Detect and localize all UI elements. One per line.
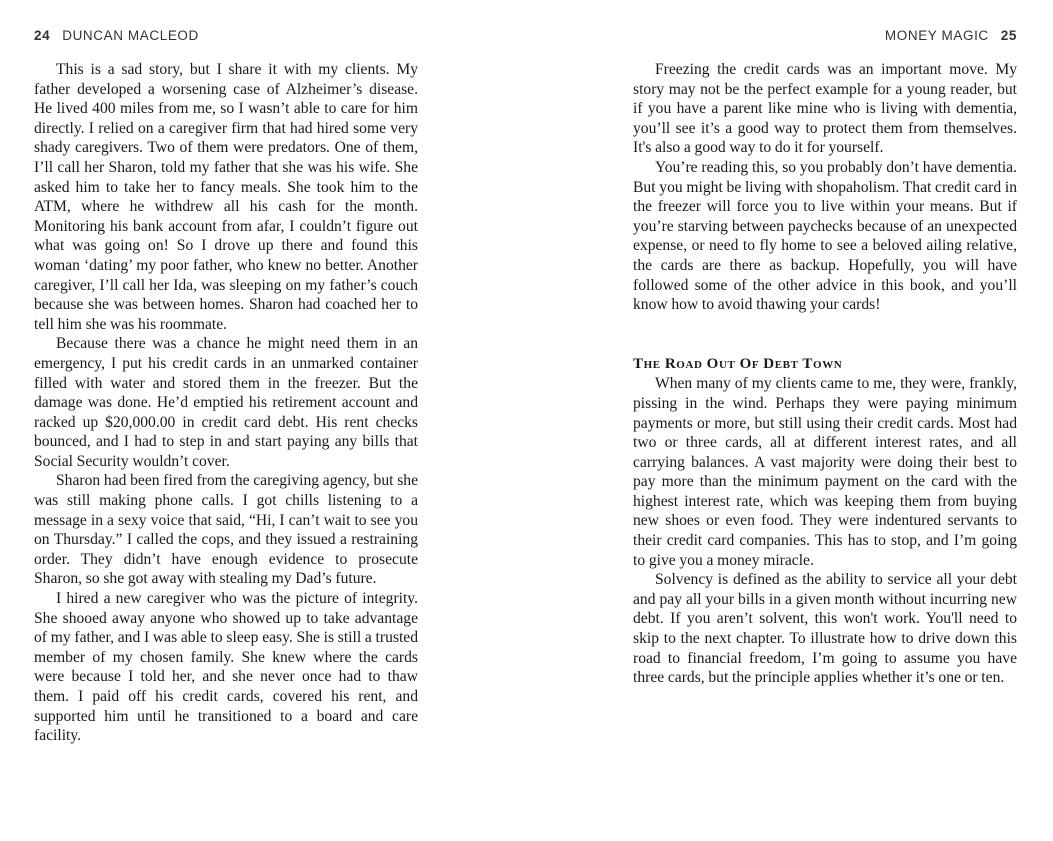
paragraph: You’re reading this, so you probably don’t have dementia. But you might be living with shopaholism. That credit card in the freezer will force you to live within your means. But if you’re starving between paychecks because of an unexpected expense, or need to fly home to see a beloved ailing relative, the cards are there as backup. Hopefully, you will have followed some of the other advice in this book, and you’ll know how to avoid thawing your cards! (633, 158, 1017, 314)
right-body-text (633, 60, 1017, 688)
paragraph: Because there was a chance he might need them in an emergency, I put his credit cards in an unmarked container filled with water and stored them in the freezer. But the damage was done. He’d emptied his retirement account and racked up $20,000.00 in credit card debt. His rent checks bounced, and I had to step in and start paying any bills that Social Security wouldn’t cover. (34, 335, 418, 470)
book-title: MONEY MAGIC (884, 28, 989, 43)
right-page-number: 25 (1000, 28, 1017, 43)
right-running-head (885, 28, 1017, 43)
paragraph: Solvency is defined as the ability to service all your debt and pay all your bills in a given month without incurring new debt. If you aren’t solvent, this won't work. You'll need to skip to the next chapter. To illustrate how to drive down this road to financial freedom, I’m going to assume you have three cards, but the principle applies whether it’s one or ten. (633, 571, 1017, 687)
paragraph: Sharon had been fired from the caregiving agency, but she was still making phone calls. I got chills listening to a message in a sexy voice that said, “Hi, I can’t wait to see you on Thursday.” I called the cops, and they issued a restraining order. They didn’t have enough evidence to prosecute Sharon, so she got away with stealing my Dad’s future. (34, 472, 418, 588)
left-page-number: 24 (34, 28, 51, 43)
paragraph: When many of my clients came to me, they were, frankly, pissing in the wind. Perhaps they were paying minimum payments or more, but still using their credit cards. Most had two or three cards, all at different interest rates, and all carrying balances. A vast majority were doing their best to pay more than the minimum payment on the card with the highest interest rate, which was keeping them from buying new shoes or even food. They were indentured servants to their credit card companies. This has to stop, and I’m going to give you a money miracle. (633, 375, 1017, 569)
paragraph: This is a sad story, but I share it with my clients. My father developed a worsening case of Alzheimer’s disease. He lived 400 miles from me, so I wasn’t able to care for him directly. I relied on a caregiver firm that had hired some very shady caregivers. Two of them were predators. One of them, I’ll call her Sharon, told my father that she was his wife. She asked him to take her to fancy meals. She took him to the ATM, where he withdrew all his cash for the month. Monitoring his bank account from afar, I couldn’t figure out what was going on! So I drove up there and found this woman ‘dating’ my poor father, who knew no better. Another caregiver, I’ll call her Ida, was sleeping on my father’s couch because she was between homes. Sharon had coached her to tell him she was his roommate. (34, 61, 418, 333)
left-page (0, 0, 526, 841)
left-running-head (34, 28, 199, 43)
right-page (527, 0, 1053, 841)
paragraph: I hired a new caregiver who was the picture of integrity. She shooed away anyone who showed up to take advantage of my father, and I was able to sleep easy. She is still a trusted member of my chosen family. She knew where the cards were because I told her, and she never once had to thaw them. I paid off his credit cards, covered his rent, and supported him until he transitioned to a board and care facility. (34, 590, 418, 745)
section-heading: The Road Out Of Debt Town (633, 355, 843, 372)
author-name: DUNCAN MACLEOD (62, 28, 199, 43)
left-body-text (34, 60, 418, 746)
paragraph: Freezing the credit cards was an important move. My story may not be the perfect example for a young reader, but if you have a parent like mine who is living with dementia, you’ll see it’s a good way to protect them from themselves. It's also a good way to do it for yourself. (633, 61, 1017, 157)
